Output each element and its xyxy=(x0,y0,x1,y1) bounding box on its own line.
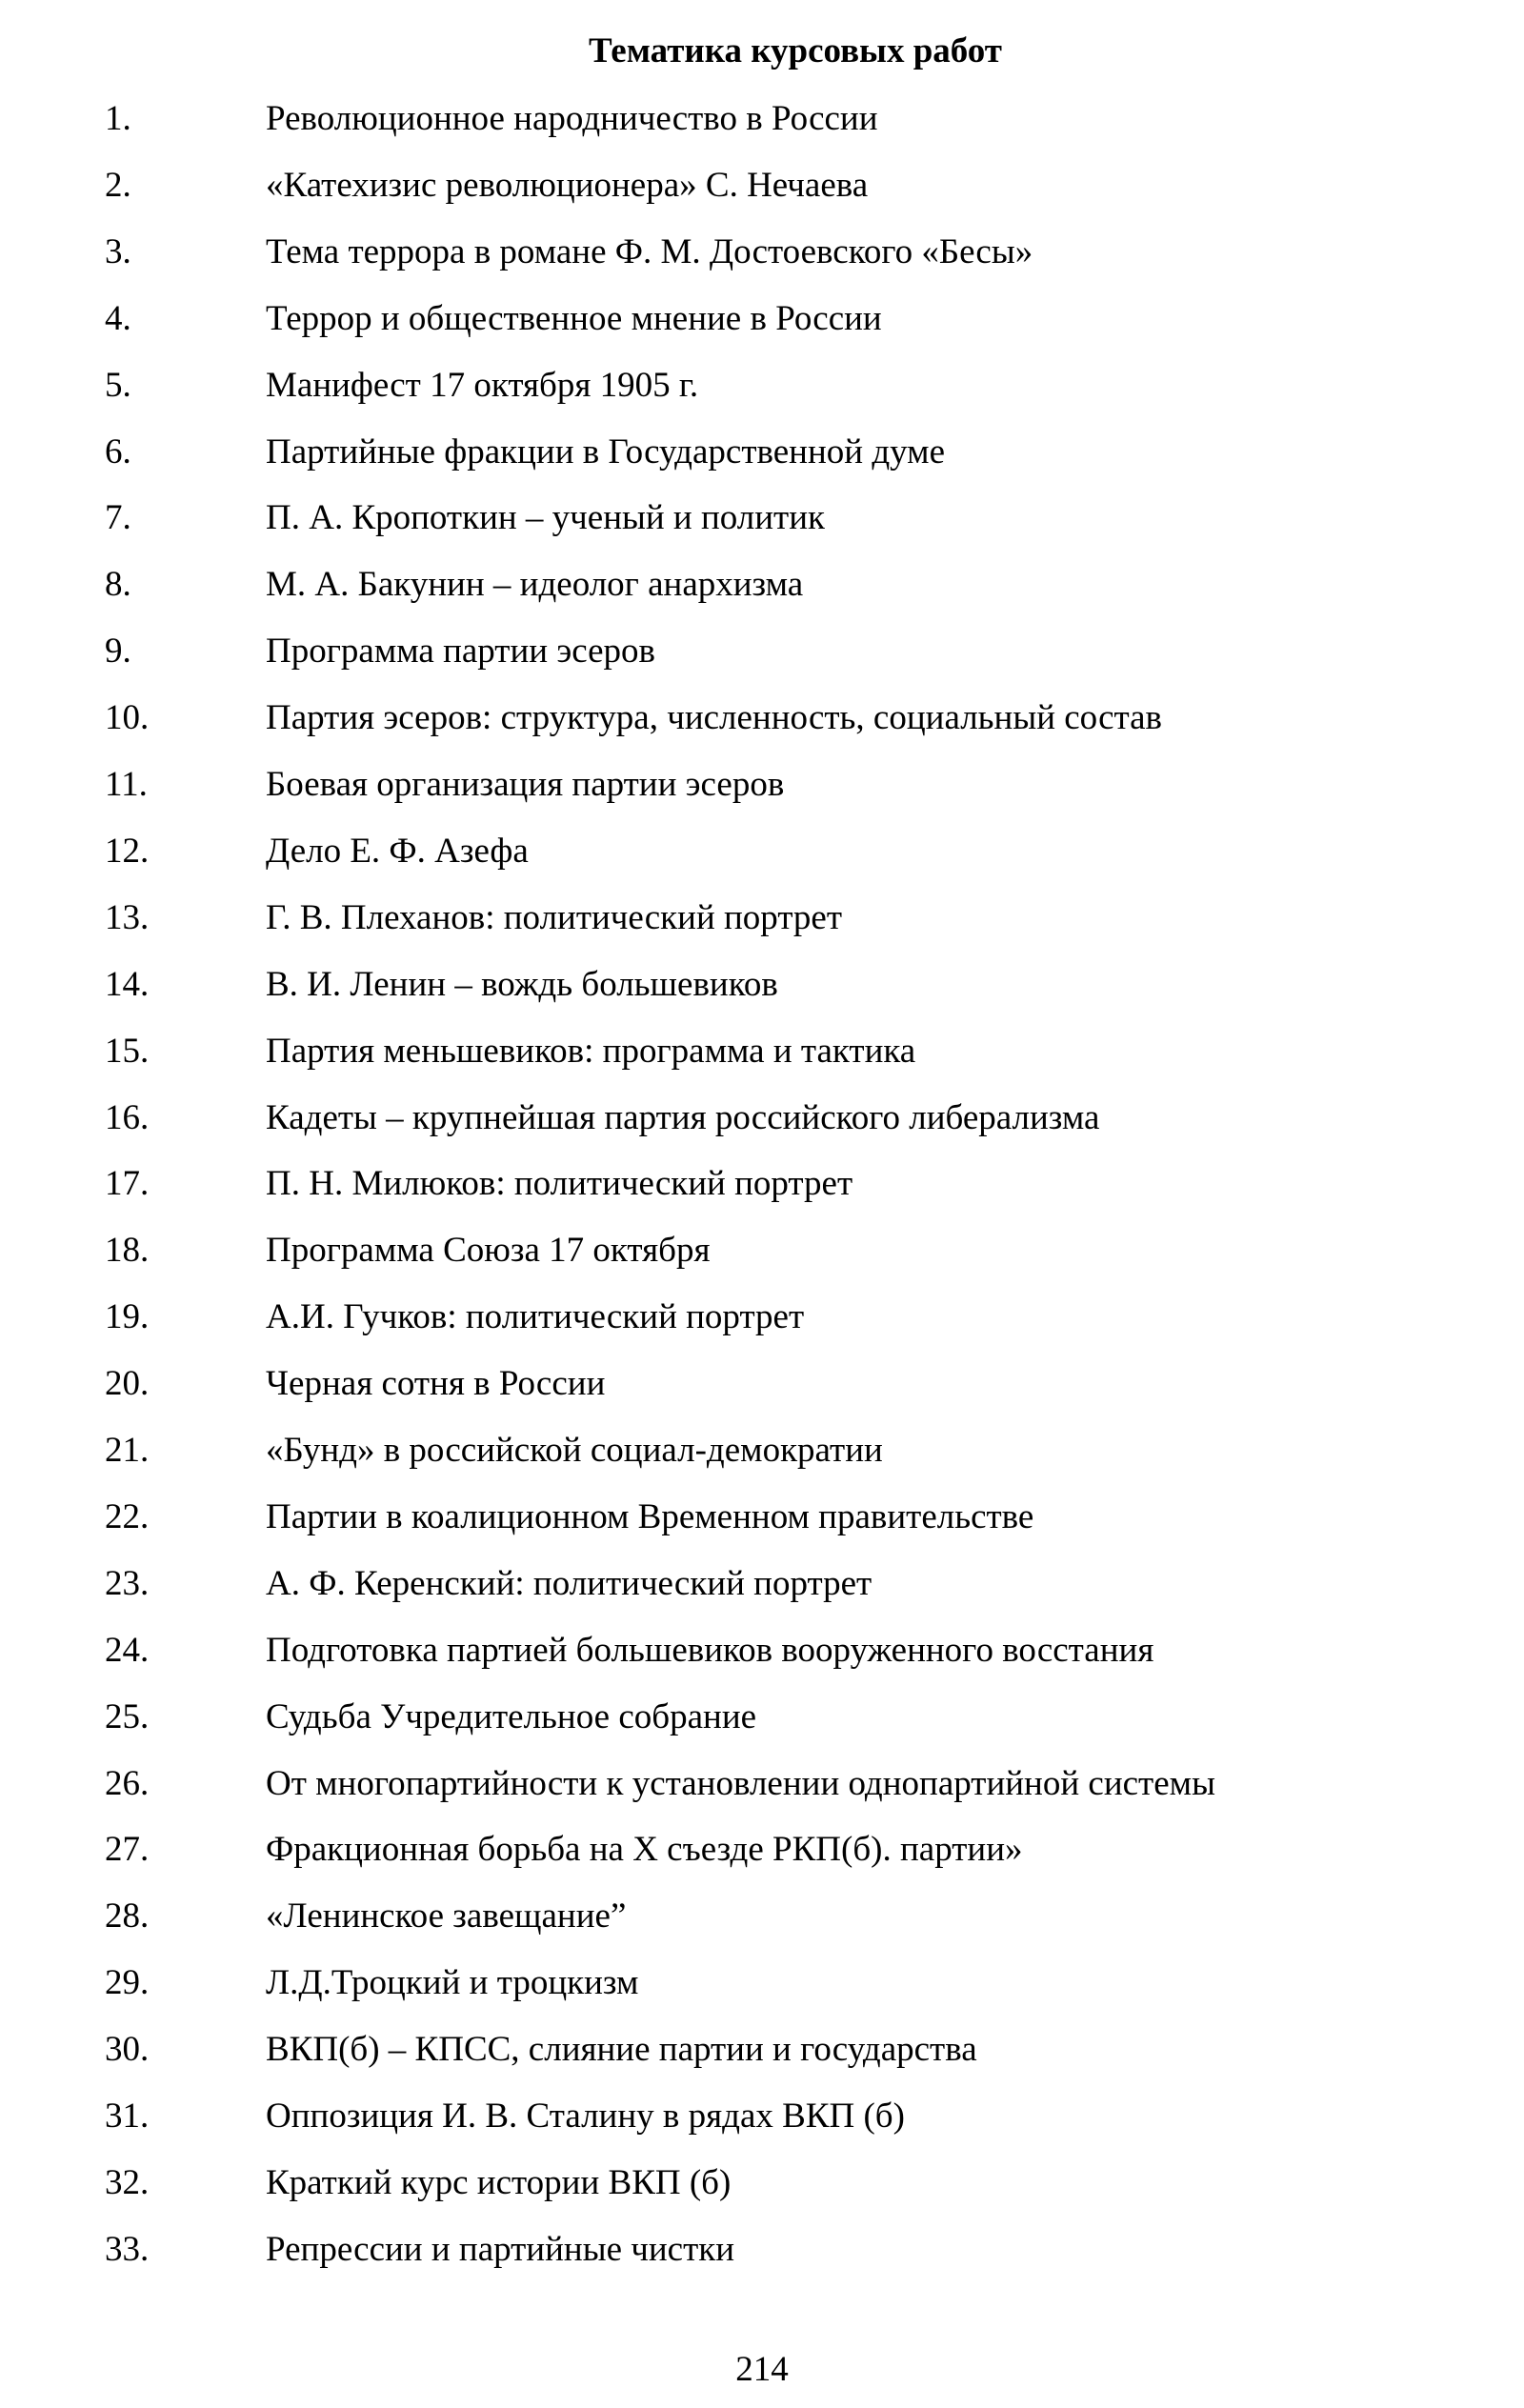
list-item-text: Манифест 17 октября 1905 г. xyxy=(266,365,699,405)
list-item-number: 23. xyxy=(105,1563,150,1603)
list-item xyxy=(0,890,1524,947)
list-item-number: 3. xyxy=(105,231,131,271)
list-item-number: 2. xyxy=(105,165,131,205)
list-item xyxy=(0,1489,1524,1546)
list-item-text: М. А. Бакунин – идеолог анархизма xyxy=(266,565,804,605)
list-item-text: Программа Союза 17 октября xyxy=(266,1231,711,1271)
list-item-number: 12. xyxy=(105,831,150,871)
list-item xyxy=(0,1155,1524,1213)
list-item-number: 24. xyxy=(105,1630,150,1670)
list-item-number: 10. xyxy=(105,698,150,738)
list-item xyxy=(0,1955,1524,2012)
list-item-text: Подготовка партией большевиков вооруженного восстания xyxy=(266,1630,1154,1670)
list-item-number: 19. xyxy=(105,1297,150,1337)
list-item-text: Краткий курс истории ВКП (б) xyxy=(266,2162,732,2202)
list-item-text: Программа партии эсеров xyxy=(266,632,655,672)
list-item xyxy=(0,2221,1524,2278)
list-item-text: От многопартийности к установлении однопартийной системы xyxy=(266,1763,1215,1803)
list-item-number: 16. xyxy=(105,1097,150,1137)
list-item xyxy=(0,291,1524,348)
list-item-text: Оппозиция И. В. Сталину в рядах ВКП (б) xyxy=(266,2097,905,2136)
list-item-text: Дело Е. Ф. Азефа xyxy=(266,831,529,871)
list-item-text: Партии в коалиционном Временном правительстве xyxy=(266,1496,1034,1536)
list-item xyxy=(0,224,1524,281)
list-item xyxy=(0,756,1524,813)
list-item-text: ВКП(б) – КПСС, слияние партии и государства xyxy=(266,2030,977,2070)
list-item-text: Г. В. Плеханов: политический портрет xyxy=(266,897,843,937)
list-item-number: 13. xyxy=(105,897,150,937)
list-item xyxy=(0,690,1524,747)
list-item xyxy=(0,1355,1524,1413)
list-item-number: 18. xyxy=(105,1231,150,1271)
list-item-number: 11. xyxy=(105,765,148,804)
list-item-text: П. Н. Милюков: политический портрет xyxy=(266,1164,853,1204)
list-item-text: «Катехизис революционера» С. Нечаева xyxy=(266,165,869,205)
list-item xyxy=(0,556,1524,613)
list-item-number: 21. xyxy=(105,1431,150,1470)
list-item-text: Тема террора в романе Ф. М. Достоевского «Бесы» xyxy=(266,231,1033,271)
list-item-number: 20. xyxy=(105,1364,150,1404)
list-item-text: Революционное народничество в России xyxy=(266,99,878,138)
list-item-text: В. И. Ленин – вождь большевиков xyxy=(266,964,778,1004)
list-item xyxy=(0,90,1524,148)
list-item-number: 27. xyxy=(105,1830,150,1870)
list-item xyxy=(0,1422,1524,1479)
list-item-number: 26. xyxy=(105,1763,150,1803)
list-item-text: А. Ф. Керенский: политический портрет xyxy=(266,1563,872,1603)
list-item xyxy=(0,1689,1524,1746)
list-item-number: 22. xyxy=(105,1496,150,1536)
list-item xyxy=(0,2088,1524,2145)
list-item xyxy=(0,1222,1524,1279)
list-item-text: Партийные фракции в Государственной думе xyxy=(266,431,946,472)
list-item-number: 1. xyxy=(105,99,131,138)
list-item-text: А.И. Гучков: политический портрет xyxy=(266,1297,805,1337)
list-item-text: Партия эсеров: структура, численность, социальный состав xyxy=(266,698,1163,738)
list-item xyxy=(0,490,1524,547)
list-item-number: 28. xyxy=(105,1896,150,1936)
page-title: Тематика курсовых работ xyxy=(589,31,1002,70)
list-item-number: 9. xyxy=(105,632,131,672)
list-item xyxy=(0,823,1524,880)
list-item xyxy=(0,357,1524,414)
list-item xyxy=(0,2021,1524,2078)
list-item-number: 14. xyxy=(105,964,150,1004)
list-item xyxy=(0,623,1524,680)
list-item-number: 6. xyxy=(105,431,131,472)
list-item-number: 29. xyxy=(105,1963,150,2003)
list-item xyxy=(0,157,1524,214)
list-item xyxy=(0,1289,1524,1346)
list-item-number: 33. xyxy=(105,2229,150,2269)
page-number: 214 xyxy=(735,2350,789,2389)
list-item-text: Кадеты – крупнейшая партия российского либерализма xyxy=(266,1097,1100,1137)
list-item-text: Террор и общественное мнение в России xyxy=(266,298,882,338)
list-item-text: Судьба Учредительное собрание xyxy=(266,1696,757,1736)
list-item-number: 25. xyxy=(105,1696,150,1736)
list-item-text: Партия меньшевиков: программа и тактика xyxy=(266,1031,916,1071)
list-item xyxy=(0,2155,1524,2212)
list-item-text: П. А. Кропоткин – ученый и политик xyxy=(266,498,825,538)
list-item xyxy=(0,1555,1524,1613)
list-item-text: Репрессии и партийные чистки xyxy=(266,2229,735,2269)
list-item-text: «Бунд» в российской социал-демократии xyxy=(266,1431,883,1470)
list-item-text: «Ленинское завещание” xyxy=(266,1896,627,1936)
list-item xyxy=(0,1622,1524,1679)
list-item-number: 4. xyxy=(105,298,131,338)
list-item-text: Боевая организация партии эсеров xyxy=(266,765,785,804)
list-item xyxy=(0,956,1524,1013)
list-item-text: Л.Д.Троцкий и троцкизм xyxy=(266,1963,639,2003)
list-item xyxy=(0,1023,1524,1080)
list-item xyxy=(0,1756,1524,1813)
list-item-number: 15. xyxy=(105,1031,150,1071)
list-item xyxy=(0,424,1524,481)
list-item xyxy=(0,1090,1524,1147)
list-item-text: Фракционная борьба на Х съезде РКП(б). партии» xyxy=(266,1830,1023,1870)
list-item-text: Черная сотня в России xyxy=(266,1364,606,1404)
list-item-number: 8. xyxy=(105,565,131,605)
list-item-number: 17. xyxy=(105,1164,150,1204)
list-item-number: 30. xyxy=(105,2030,150,2070)
list-item xyxy=(0,1821,1524,1878)
list-item-number: 31. xyxy=(105,2097,150,2136)
list-item xyxy=(0,1888,1524,1945)
list-item-number: 5. xyxy=(105,365,131,405)
list-item-number: 7. xyxy=(105,498,131,538)
list-item-number: 32. xyxy=(105,2162,150,2202)
